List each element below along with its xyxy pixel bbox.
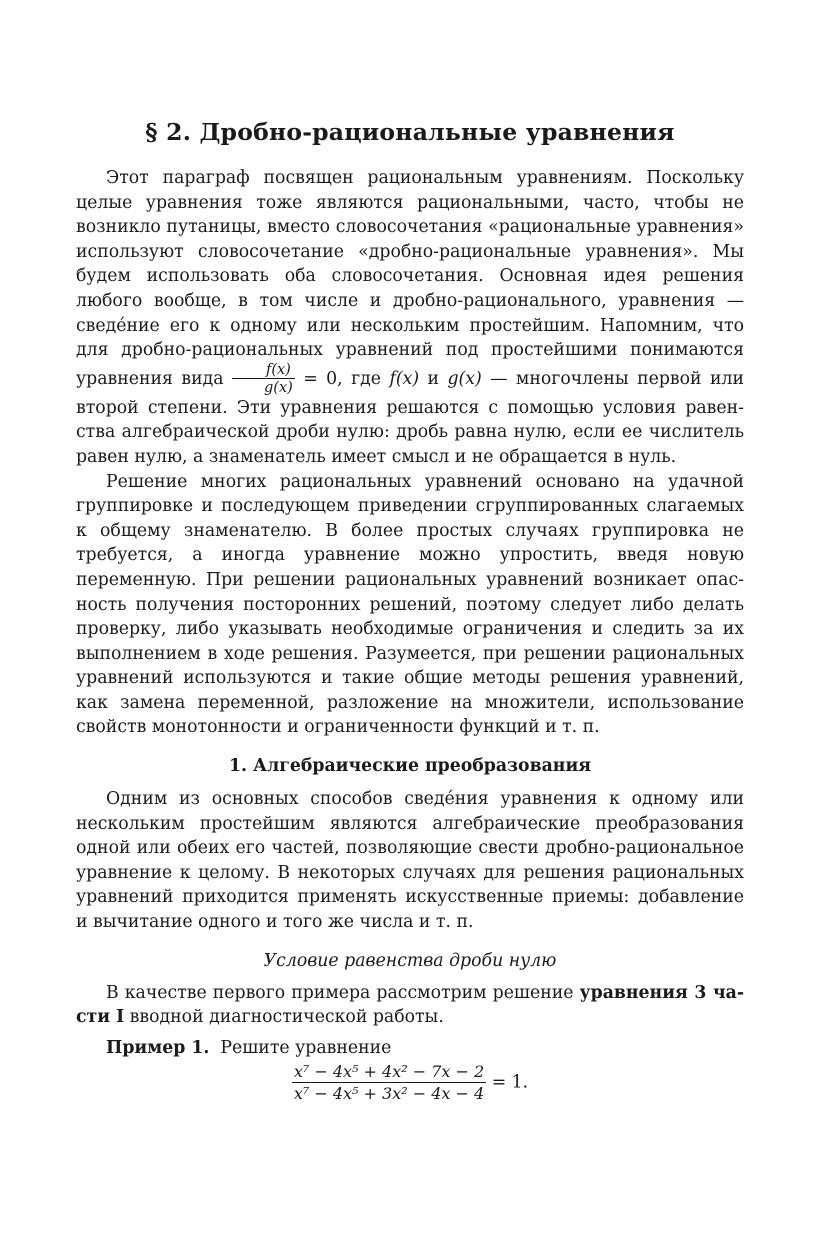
subsection-text-b: вводной диагностической работы.: [124, 1007, 444, 1028]
simple-fraction: [232, 363, 295, 396]
subsection-paragraph: [76, 981, 744, 1030]
subsection-heading: Условие равенства дроби нулю: [263, 950, 557, 971]
intro-paragraph-2: Решение многих рациональных уравнений основано на удачной группировке и последующем приведении сгруппированных слагаемых к общему знаменателю. В более простых случаях группировка не требуется, а иногда уравнение можно упростить, введя новую переменную. При решении рациональных уравнений возникает опасность получения посторонних решений, поэтому следует либо делать проверку, либо указывать необходимые ограничения и следить за их выполнением в ходе решения. Разумеется, при решении рациональных уравнений используются и такие общие методы решения уравнений, как замена переменной, разложение на множители, использование свойств монотонности и ограниченности функций и т. п.: [76, 471, 744, 738]
section-paragraph: Одним из основных способов сведе́ния уравнения к одному или нескольким простейшим являются алгебраические преобразования одной или обеих его частей, позволяющие свести дробно-рациональное уравнение к целому. В некоторых случаях для решения рациональных уравнений приходится применять искусственные приемы: добавление и вычитание одного и того же числа и т. п.: [76, 789, 744, 933]
intro-paragraph-1: [76, 166, 744, 470]
example-label: Пример 1.: [106, 1037, 210, 1058]
equation-rhs: = 1.: [486, 1072, 529, 1093]
page: [76, 118, 744, 1102]
f-of-x: f(x): [389, 368, 420, 389]
equation-denominator: x⁷ − 4x⁵ + 3x² − 4x − 4: [293, 1084, 485, 1104]
equation-numerator: x⁷ − 4x⁵ + 4x² − 7x − 2: [293, 1062, 485, 1082]
example-line: [76, 1036, 744, 1061]
section-heading: 1. Алгебраические преобразования: [228, 756, 592, 777]
page-title: § 2. Дробно-рациональные уравнения: [145, 118, 675, 146]
example-equation: [76, 1064, 744, 1102]
intro-text-a: Этот параграф посвящен рациональным уравнениям. Поскольку целые уравнения тоже являются рациональными, часто, чтобы не возникло путаницы, вместо словосочетания «рациональные уравнения» используют словосочетание «дробно-рациональные уравнения». Мы будем использовать оба словосочетания. Основная идея решения любого вообще, в том числе и дробно-рационального, уравнения — сведе́ние его к одному или нескольким простейшим. Напомним, что для дробно-рациональных уравнений под простейшими понимаются уравнения вида: [76, 168, 744, 389]
intro-text-c: — многочлены первой или второй степени. Эти уравнения решаются с помощью условия равенства алгебраической дроби нулю: дробь равна нулю, если ее числитель равен нулю, а знаменатель имеет смысл и не обращается в нуль.: [76, 368, 744, 467]
fraction-numerator: f(x): [232, 363, 295, 380]
equation-fraction: [292, 1064, 486, 1102]
subsection-bold-ref: уравнения 3 части I: [76, 982, 744, 1028]
example-text: Решите уравнение: [220, 1037, 392, 1058]
intro-text-where: где: [342, 368, 390, 389]
equals-zero: = 0,: [294, 368, 343, 389]
g-of-x: g(x): [447, 368, 482, 389]
subsection-text-a: В качестве первого примера рассмотрим решение: [106, 982, 580, 1003]
intro-text-and: и: [419, 368, 448, 389]
fraction-denominator: g(x): [264, 380, 293, 397]
